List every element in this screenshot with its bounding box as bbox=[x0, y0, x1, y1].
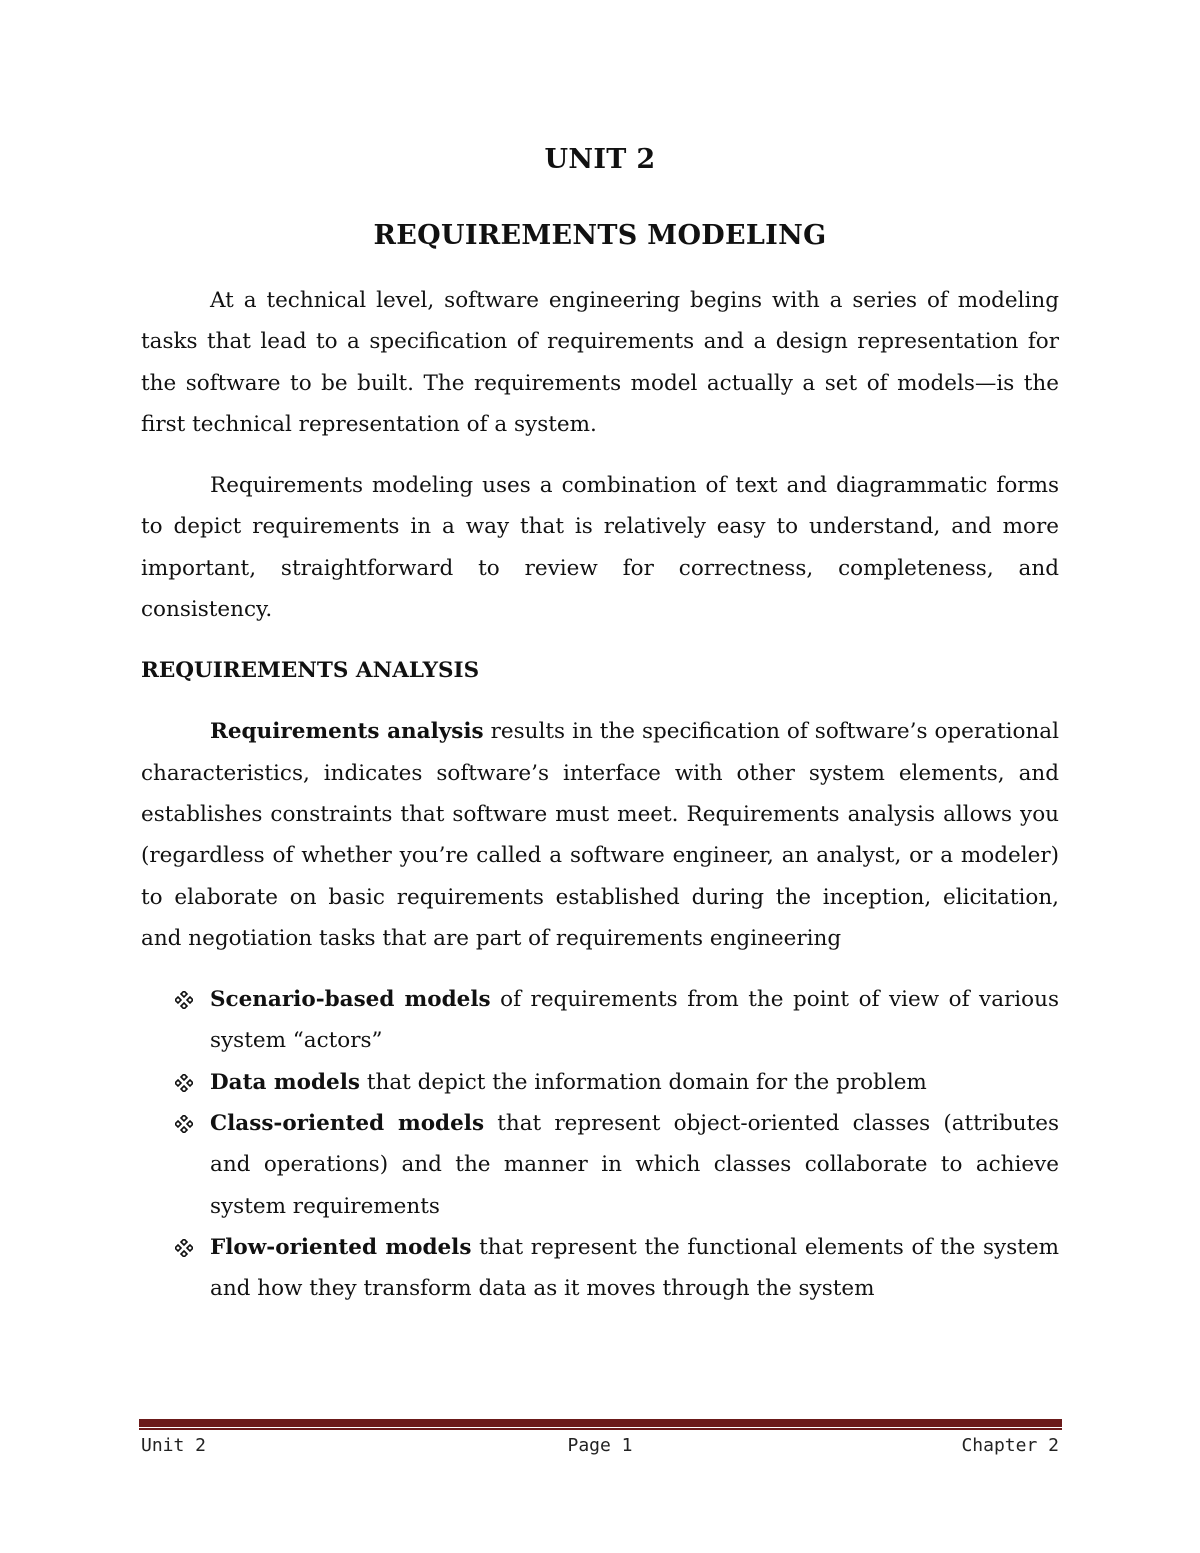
footer-rule-thin bbox=[139, 1428, 1062, 1430]
four-diamond-bullet-icon bbox=[175, 1239, 193, 1257]
section-heading: REQUIREMENTS ANALYSIS bbox=[141, 658, 480, 684]
analysis-paragraph bbox=[141, 711, 1059, 959]
footer-page-number: Page 1 bbox=[567, 1435, 633, 1456]
main-title: REQUIREMENTS MODELING bbox=[373, 220, 827, 251]
list-item bbox=[141, 979, 1059, 1062]
list-item bbox=[141, 1227, 1059, 1310]
bullet-text: of requirements from the point of view of various system “actors” bbox=[210, 987, 1059, 1054]
list-item bbox=[141, 1062, 1059, 1103]
four-diamond-bullet-icon bbox=[175, 1115, 193, 1133]
model-types-list bbox=[141, 979, 1059, 1309]
four-diamond-bullet-icon bbox=[175, 1074, 193, 1092]
intro-paragraph: At a technical level, software engineering begins with a series of modeling tasks that lead to a specification of requirements and a design representation for the software to be built. The requirements model actually a set of models—is the first technical representation of a system. bbox=[141, 288, 1059, 437]
footer-unit-label: Unit 2 bbox=[141, 1435, 207, 1456]
bullet-term: Data models bbox=[210, 1069, 360, 1095]
footer-chapter-label: Chapter 2 bbox=[961, 1435, 1059, 1456]
four-diamond-bullet-icon bbox=[175, 991, 193, 1009]
bullet-text: that depict the information domain for the problem bbox=[360, 1069, 927, 1095]
second-paragraph: Requirements modeling uses a combination of text and diagrammatic forms to depict requirements in a way that is relatively easy to understand, and more important, straightforward to review for correctness, completeness, and consistency. bbox=[141, 473, 1059, 623]
bullet-term: Scenario-based models bbox=[210, 987, 491, 1013]
bullet-term: Flow-oriented models bbox=[210, 1234, 472, 1260]
unit-title: UNIT 2 bbox=[544, 144, 656, 175]
list-item bbox=[141, 1103, 1059, 1227]
bullet-text: that represent object-oriented classes (attributes and operations) and the manner in which classes collaborate to achieve system requirements bbox=[210, 1111, 1059, 1219]
bullet-text: that represent the functional elements of the system and how they transform data as it moves through the system bbox=[210, 1234, 1059, 1302]
analysis-lead-term: Requirements analysis bbox=[210, 719, 484, 745]
page-body bbox=[141, 140, 1059, 1310]
footer-rule bbox=[139, 1419, 1062, 1427]
bullet-term: Class-oriented models bbox=[210, 1111, 485, 1137]
analysis-text: results in the specification of software’s operational characteristics, indicates software’s interface with other system elements, and establishes constraints that software must meet. Requirements analysis allows you (regardless of whether you’re called a software engineer, an analyst, or a modeler) to elaborate on basic requirements established during the inception, elicitation, and negotiation tasks that are part of requirements engineering bbox=[141, 719, 1059, 951]
page-footer bbox=[141, 1432, 1059, 1462]
